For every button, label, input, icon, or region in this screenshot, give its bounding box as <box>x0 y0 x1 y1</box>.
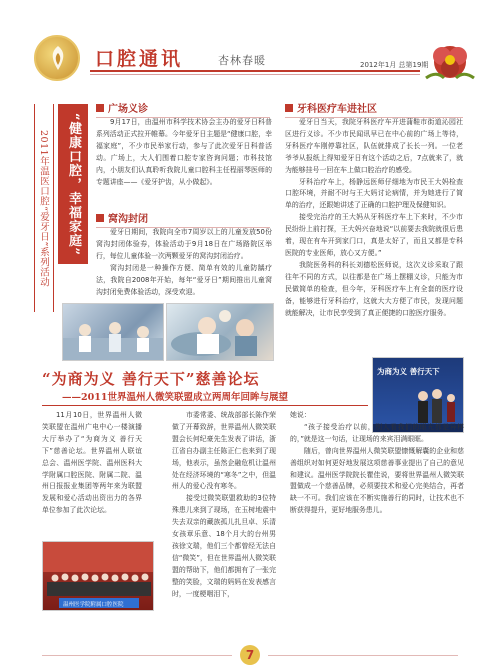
forum-column-2-p2: 接受过微笑联盟救助的3位特殊患儿来到了现场，在玉树地震中失去双亲的藏族孤儿扎旦卓、乐清女孩章乐意、18个月大的台州男孩徐文瑞，他们三个都曾经无法自信“微笑”，但在世界温州人微笑联盟的帮助下，他们都拥有了一张完整的笑脸，文瑞的妈妈在发表感言时，一度梗咽泪下， <box>172 494 276 598</box>
section-subtitle: 杏林春暖 <box>218 54 266 67</box>
event-photo-dental-exam <box>166 303 274 361</box>
footer-line-right <box>268 655 458 656</box>
article-yiliao-p3: 接受完治疗的王大妈从牙科医疗车上下来时，不少市民纷纷上前打探，王大妈兴奋地说“以前要去我院就很后患着，现在有车开到家门口，真是太好了，而且又都是专科医院的专业医师，放心又方便。” <box>285 213 463 257</box>
article-yiliao-p1: 爱牙日当天，我院牙科医疗车开进蒲鞋市街道沁园社区进行义诊。不少市民闻讯早已在中心前的广场上等待，牙科医疗车刚停靠社区，队伍就排成了长长一列。一位老爷爷从报纸上得知爱牙日有这个活动之后，7点就来了，就为能够挂号一回在车上做口腔治疗的感受。 <box>285 118 463 174</box>
heading-marker-icon <box>96 104 104 112</box>
forum-group-photo <box>42 541 154 611</box>
header-divider-thin <box>90 74 420 75</box>
section-heading-guangchang: 广场义诊 <box>96 100 270 118</box>
article-yiliao <box>285 117 463 319</box>
forum-column-1: 11月10日，世界温州人微笑联盟在温州广电中心一楼演播大厅举办了“为商为义 善行天下”慈善论坛。世界温州人联谊总会、温州医学院、温州医科大学附属口腔医院、附属二院、温州日报报业集团等两年来为联盟发展和爱心活动出资出力的各界单位参加了此次论坛。 <box>42 411 142 515</box>
article-yiliao-p2: 牙科治疗车上，杨静远医师仔细地为市民王大妈检查口腔环境，并耐不时与王大妈讨论病情，并为她进行了简单的治疗，还跟她讲述了正确的口腔护理及保健知识。 <box>285 177 463 210</box>
article-wofeng-p2: 窝沟封闭是一种操作方便、简单有效的儿童防龋疗法，我院自2008年开始，每年“爱牙日”期间推出儿童窝沟封闭免费体验活动，深受欢迎。 <box>96 263 272 296</box>
hospital-logo-icon <box>34 35 80 81</box>
section-heading-wofeng: 窝沟封闭 <box>96 210 270 228</box>
forum-subtitle: ——2011世界温州人微笑联盟成立两周年回眸与展望 <box>62 392 288 403</box>
campaign-slogan-banner: “健康口腔，幸福家庭” <box>58 104 88 264</box>
issue-info: 2012年1月 总第19期 <box>360 61 429 69</box>
event-photo-children <box>62 303 164 361</box>
article-yiliao-p4: 我院医务科的科长刘德松医师说，这次义诊采取了跟往年不同的方式，以往都是在广场上摆棚义诊，只能为市民做简单的检查，但今年，牙科医疗车上有全套的医疗设备，能够进行牙科治疗，这就大大方便了市民，发现问题就能解决，让市民享受到了真正便捷的口腔医疗服务。 <box>285 260 463 317</box>
group-photo-caption: 温州医学院附属口腔医院 <box>63 602 124 608</box>
forum-column-3 <box>290 410 464 517</box>
forum-column-3-p1: “孩子接受治疗以前，别人看我们的眼光都是异样的，”就是这一句话，让现场的来宾泪满眼眶。 <box>290 422 464 443</box>
section-heading-yiliao: 牙科医疗车进社区 <box>285 100 463 118</box>
stage-banner-text: 为商为义 善行天下 <box>377 367 440 376</box>
heading-marker-icon <box>96 214 104 222</box>
forum-divider <box>42 405 368 406</box>
header-divider <box>90 70 420 72</box>
footer-line-left <box>42 655 232 656</box>
forum-column-3-p0: 她说： <box>290 411 311 419</box>
peony-flower-icon <box>420 38 480 86</box>
forum-column-2-p1: 市委常委、统战部部长陈作荣做了开幕致辞，世界温州人微笑联盟会长何纪豪先生发表了讲话，浙江省自办副主任陈正仁也来到了现场，他表示，虽然企融危机让温州处在经济环境的“寒冬”之中，但温州人的爱心没有寒冬。 <box>172 411 276 491</box>
campaign-side-banner: 2011年温医口腔“爱牙日”系列活动 <box>34 104 54 312</box>
forum-column-2 <box>172 410 276 601</box>
section-title: 口腔通讯 <box>95 48 184 70</box>
page-header <box>0 0 500 92</box>
heading-marker-icon <box>285 104 293 112</box>
article-wofeng <box>96 227 272 298</box>
article-guangchang: 9月17日，由温州市科学技术协会主办的爱牙日科普系列活动正式拉开帷幕。今年爱牙日主题是“健康口腔，幸福家庭”，不少市民举家行动，参与了此次爱牙日科普活动。广场上，大人们围着口腔专家咨询问题；市科技馆内，小朋友们认真聆听我院儿童口腔科主任程丽琴医师的专题讲座——《爱牙护齿，从小做起》。 <box>96 118 272 186</box>
forum-title: “为商为义 善行天下”慈善论坛 <box>42 370 260 388</box>
article-wofeng-p1: 爱牙日期间，我院向全市7周岁以上的儿童发放50份窝沟封闭体验券，体验活动于9月18日在广场路院区举行，每位儿童体验一次两颗爱牙的窝沟封闭治疗。 <box>96 228 272 260</box>
page-number: 7 <box>240 645 260 665</box>
forum-column-3-p2: 随后，曾向世界温州人微笑联盟慷慨解囊的企业和慈善组织对如何更好地发展这项慈善事业提出了自己的意见和建议。温州医学院院长瞿佳说，要将世界温州人微笑联盟做成一个慈善品牌，必须要技术和爱心完美结合，再者缺一不可。我们应该在不断实施善行的同时，让技术也不断获得提升，更好地服务患儿。 <box>290 446 464 515</box>
